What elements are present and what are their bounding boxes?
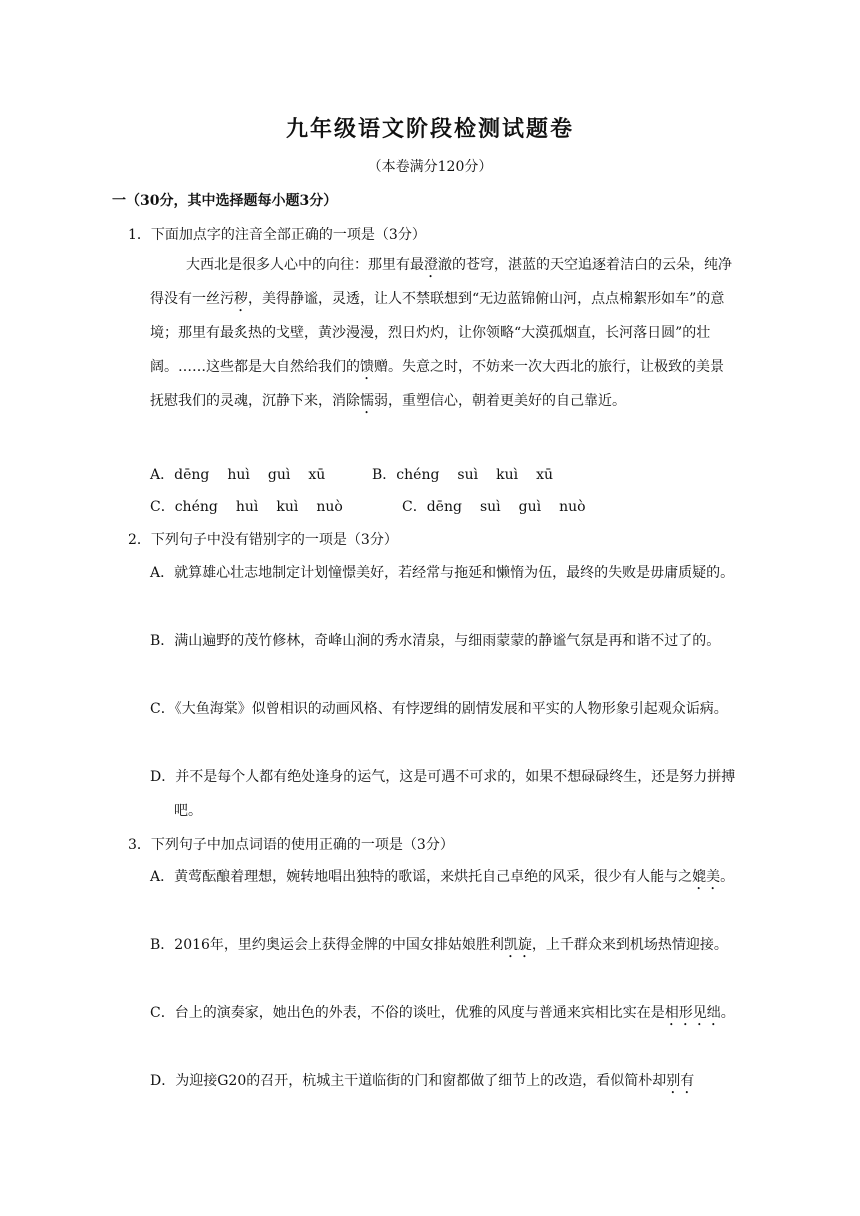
question-3-option-c: C．台上的演奏家，她出色的外表，不俗的谈吐，优雅的风度与普通来宾相比实在是相形见绌。	[150, 1005, 735, 1021]
question-1-option-b: B．chéng suì kuì xū	[372, 467, 554, 483]
question-1-passage: 大西北是很多人心中的向往：那里有最澄澈的苍穹，湛蓝的天空追逐着洁白的云朵，纯净得没有一丝污秽，美得静谧，灵透，让人不禁联想到“无边蓝锦俯山河，点点棉絮形如车”的意境；那里有最炙热的戈壁，黄沙漫漫，烈日灼灼，让你领略“大漠孤烟直，长河落日圆”的壮阔。……这些都是大自然给我们的馈赠。失意之时，不妨来一次大西北的旅行，让极致的美景抚慰我们的灵魂，沉静下来，消除懦弱，重塑信心，朝着更美好的自己靠近。	[150, 257, 732, 409]
question-3-option-a: A．黄莺酝酿着理想，婉转地唱出独特的歌谣，来烘托自己卓绝的风采，很少有人能与之媲美。	[150, 869, 735, 885]
dotted-char: 懦	[360, 393, 374, 409]
question-1-option-c: C．chéng huì kuì nuò	[150, 499, 343, 515]
question-2-option-b: B．满山遍野的茂竹修林，奇峰山涧的秀水清泉，与细雨蒙蒙的静谧气氛是再和谐不过了的。	[150, 633, 721, 649]
question-3-option-b: B．2016年，里约奥运会上获得金牌的中国女排姑娘胜利凯旋，上千群众来到机场热情迎接。	[150, 937, 728, 953]
question-2-option-c: C．《大鱼海棠》似曾相识的动画风格、有悖逻缉的剧情发展和平实的人物形象引起观众诟病。	[150, 701, 728, 717]
question-2-option-a: A．就算雄心壮志地制定计划憧憬美好，若经常与拖延和懒惰为伍，最终的失败是毋庸质疑的。	[150, 565, 735, 581]
question-3-stem: 3．下列句子中加点词语的使用正确的一项是（3分）	[128, 837, 454, 853]
page-title: 九年级语文阶段检测试题卷	[285, 116, 574, 142]
dotted-word: 媲美	[692, 869, 721, 885]
question-1-option-a: A．dēng huì guì xū	[150, 467, 326, 483]
dotted-word: 凯旋	[503, 937, 532, 953]
question-1-stem: 1．下面加点字的注音全部正确的一项是（3分）	[128, 227, 426, 243]
dotted-char: 馈	[360, 359, 374, 375]
section-heading: 一（30分，其中选择题每小题3分）	[112, 193, 338, 209]
dotted-char: 秽	[234, 291, 248, 307]
question-1-option-d: C．dēng suì guì nuò	[402, 499, 586, 515]
question-3-option-d: D．为迎接G20的召开，杭城主干道临街的门和窗都做了细节上的改造，看似简朴却别有	[150, 1073, 695, 1089]
dotted-char: 澄	[424, 257, 438, 273]
dotted-word: 相形见绌	[664, 1005, 721, 1021]
dotted-word: 别有	[666, 1073, 695, 1089]
question-2-stem: 2．下列句子中没有错别字的一项是（3分）	[128, 532, 398, 548]
page-subtitle: （本卷满分120分）	[367, 159, 493, 175]
question-2-option-d: D．并不是每个人都有绝处逢身的运气，这是可遇不可求的，如果不想碌碌终生，还是努力拼搏吧。	[150, 769, 736, 819]
